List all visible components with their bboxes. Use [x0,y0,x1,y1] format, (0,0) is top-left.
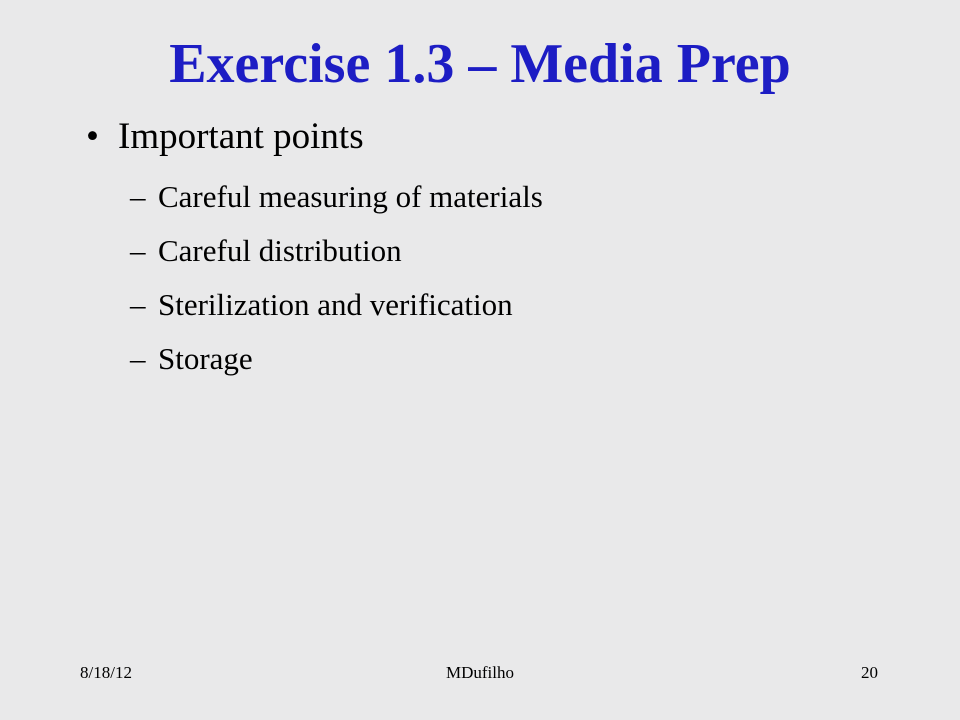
sub-bullet-text: Sterilization and verification [158,287,513,322]
dash-symbol: – [130,287,146,322]
sub-bullet-list [130,170,543,386]
dash-symbol: – [130,179,146,214]
bullet-text: Important points [118,116,364,157]
sub-bullet-text: Careful distribution [158,233,402,268]
sub-bullet-item [130,278,543,332]
sub-bullet-text: Careful measuring of materials [158,179,543,214]
dash-symbol: – [130,233,146,268]
bullet-symbol: • [86,116,99,157]
sub-bullet-item [130,170,543,224]
dash-symbol: – [130,341,146,376]
footer-author: MDufilho [446,663,514,682]
sub-bullet-item [130,332,543,386]
sub-bullet-text: Storage [158,341,253,376]
slide-title: Exercise 1.3 – Media Prep [169,33,791,95]
footer-date: 8/18/12 [80,663,132,682]
bullet-item [86,112,364,162]
sub-bullet-item [130,224,543,278]
footer-page-number: 20 [861,663,878,682]
